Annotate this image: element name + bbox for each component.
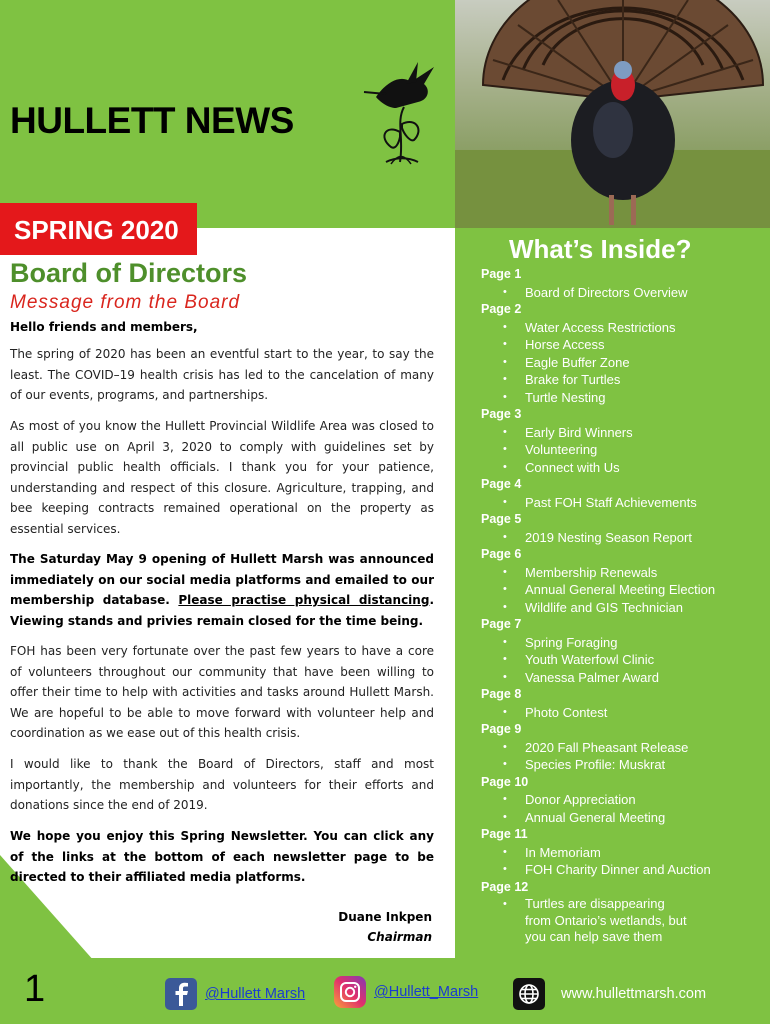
toc-item: • Eagle Buffer Zone [481, 354, 741, 372]
facebook-handle[interactable]: @Hullett Marsh [205, 986, 306, 1002]
toc-page-label: Page 3 [481, 407, 522, 421]
toc-page-label: Page 2 [481, 302, 522, 316]
facebook-link[interactable] [165, 978, 305, 1010]
toc-page-label: Page 5 [481, 512, 522, 526]
toc-item: • Membership Renewals [481, 564, 741, 582]
toc-item: • In Memoriam [481, 844, 741, 862]
toc-item: • FOH Charity Dinner and Auction [481, 861, 741, 879]
toc-item: • Turtle Nesting [481, 389, 741, 407]
toc-item: • Annual General Meeting [481, 809, 741, 827]
globe-icon [513, 978, 545, 1010]
toc-item: • Early Bird Winners [481, 424, 741, 442]
contents-list [481, 266, 741, 946]
toc-item: • Donor Appreciation [481, 791, 741, 809]
turkey-photo [455, 0, 770, 228]
toc-item: • Volunteering [481, 441, 741, 459]
toc-page-label: Page 10 [481, 774, 529, 789]
toc-item: • Brake for Turtles [481, 371, 741, 389]
toc-item: • 2020 Fall Pheasant Release [481, 739, 741, 757]
board-heading: Board of Directors [10, 258, 248, 288]
paragraph-5: I would like to thank the Board of Directors, staff and most importantly, the membership and volunteers for their efforts and donations since the end of 2019. [10, 757, 434, 812]
toc-page-label: Page 1 [481, 267, 522, 281]
paragraph-2: As most of you know the Hullett Provincial Wildlife Area was closed to all public use on April 3, 2020 to comply with guidelines set by provincial public health officials. I thank you for your patience, understanding and respect of this closure. Agriculture, trapping, and bee keeping contracts remained operational on the property as essential services. [10, 419, 434, 536]
toc-item: • Connect with Us [481, 459, 741, 477]
board-subheading: Message from the Board [10, 292, 241, 313]
toc-item: • Annual General Meeting Election [481, 581, 741, 599]
edition-label: SPRING 2020 [14, 215, 179, 245]
page-number: 1 [24, 968, 46, 1010]
toc-item: • Photo Contest [481, 704, 741, 722]
toc-item: • 2019 Nesting Season Report [481, 529, 741, 547]
paragraph-3-start: The Saturday May 9 opening of Hullett Marsh was announced immediately on our social media platforms and emailed to our membership database. [10, 552, 434, 607]
hummingbird-logo [356, 62, 448, 170]
toc-item: • Board of Directors Overview [481, 284, 741, 302]
toc-page-label: Page 4 [481, 477, 522, 491]
contents-heading: What’s Inside? [509, 234, 692, 264]
toc-item: • Horse Access [481, 336, 741, 354]
toc-page-label: Page 11 [481, 827, 528, 841]
signer-name: Duane Inkpen [338, 910, 432, 924]
toc-item: • Vanessa Palmer Award [481, 669, 741, 687]
instagram-handle[interactable]: @Hullett_Marsh [374, 984, 479, 1000]
greeting: Hello friends and members, [10, 320, 198, 334]
toc-item: • Youth Waterfowl Clinic [481, 651, 741, 669]
instagram-icon [334, 976, 366, 1008]
toc-page-label: Page 8 [481, 687, 522, 701]
website-link[interactable] [513, 978, 706, 1010]
toc-item: • Turtles are disappearing from Ontario’s wetlands, but you can help save them [481, 896, 691, 946]
toc-item: • Wildlife and GIS Technician [481, 599, 741, 617]
paragraph-4: FOH has been very fortunate over the past few years to have a core of volunteers throughout our community that have been willing to offer their time to help with activities and tasks around Hullett Marsh. We are hopeful to be able to move forward with volunteer help and coordination as we ease out of this health crisis. [10, 644, 434, 740]
signer-title: Chairman [367, 930, 432, 944]
website-url[interactable]: www.hullettmarsh.com [561, 986, 707, 1002]
newsletter-title: HULLETT NEWS [10, 100, 294, 141]
toc-item: • Water Access Restrictions [481, 319, 741, 337]
paragraph-3-end: . Viewing stands and privies remain closed for the time being. [10, 593, 434, 628]
toc-page-label: Page 7 [481, 617, 522, 631]
toc-item: • Species Profile: Muskrat [481, 756, 741, 774]
paragraph-3 [10, 549, 434, 631]
toc-item: • Past FOH Staff Achievements [481, 494, 741, 512]
distancing-notice: Please practise physical distancing [178, 593, 430, 607]
instagram-link[interactable] [334, 976, 478, 1008]
toc-page-label: Page 9 [481, 722, 522, 736]
toc-item: • Spring Foraging [481, 634, 741, 652]
facebook-icon [165, 978, 197, 1010]
paragraph-6: We hope you enjoy this Spring Newsletter. You can click any of the links at the bottom of each newsletter page to be directed to their affiliated media platforms. [10, 829, 434, 884]
toc-page-label: Page 6 [481, 547, 522, 561]
paragraph-1: The spring of 2020 has been an eventful start to the year, to say the least. The COVID–19 health crisis has led to the cancelation of many of our events, programs, and partnerships. [10, 347, 434, 402]
toc-page-label: Page 12 [481, 879, 529, 894]
